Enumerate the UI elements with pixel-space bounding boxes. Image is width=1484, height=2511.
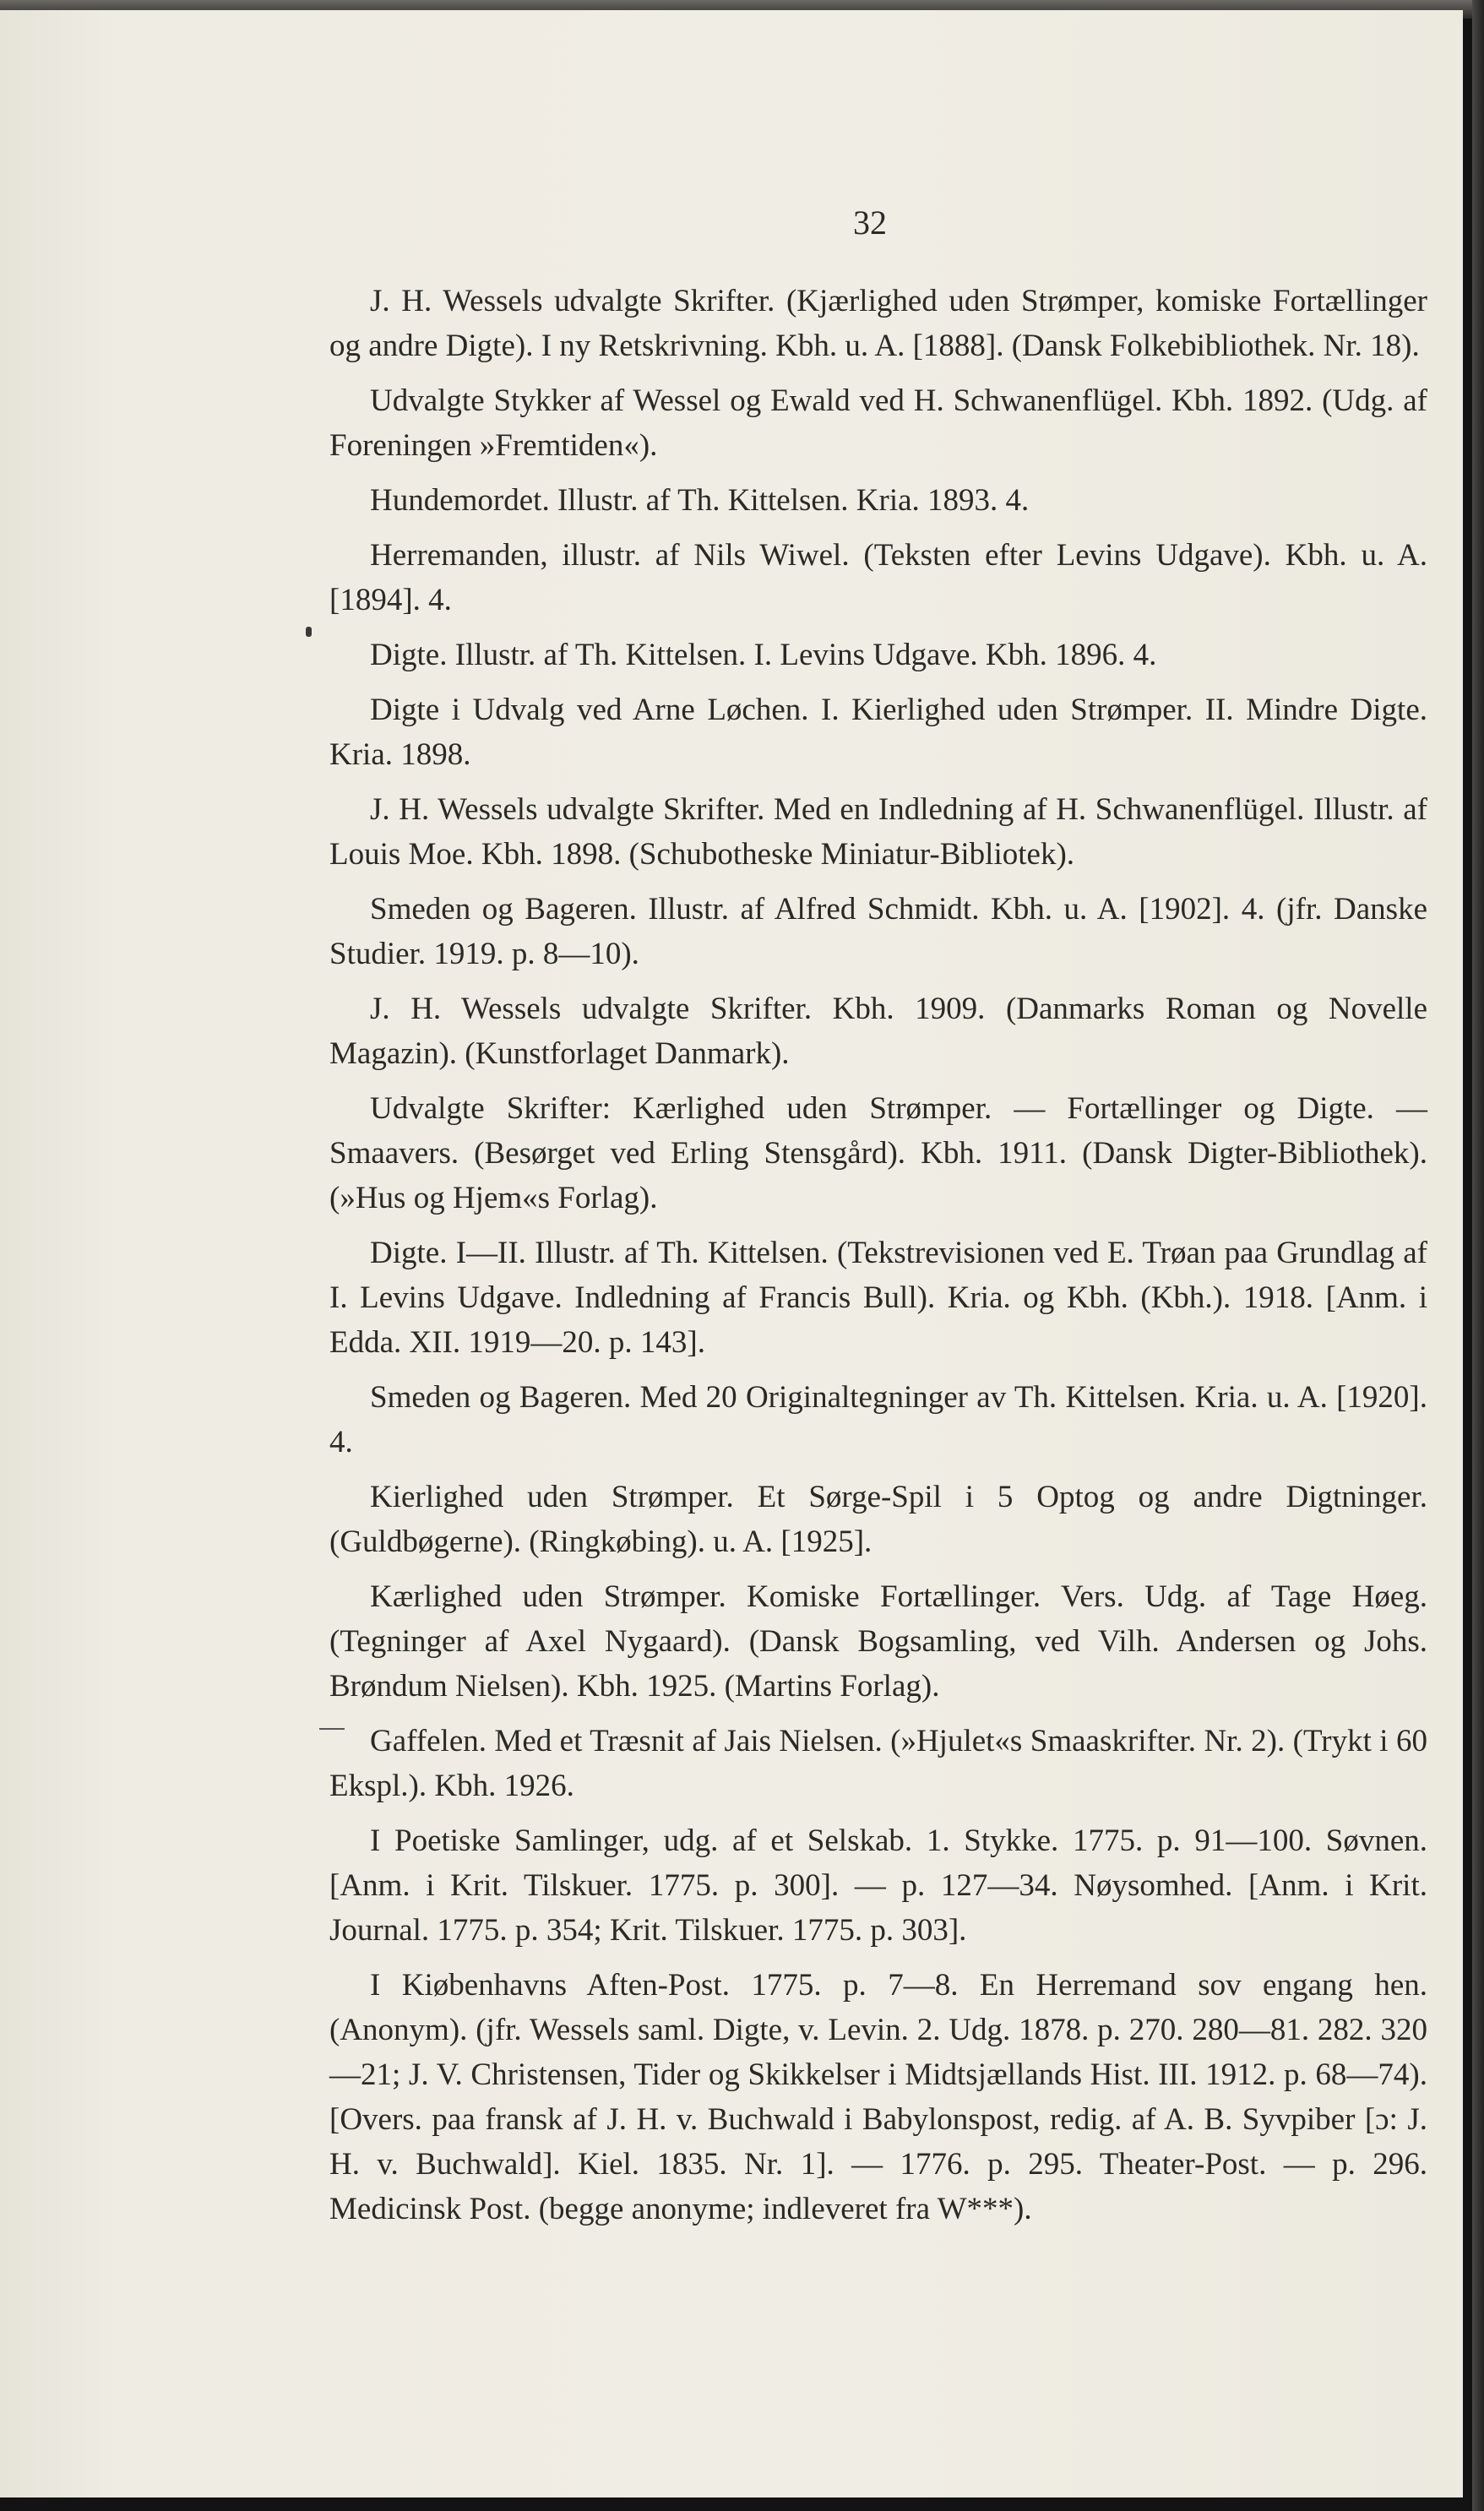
bibliography-entries <box>329 279 1427 2242</box>
bibliography-entry: I Poetiske Samlinger, udg. af et Selskab. 1. Stykke. 1775. p. 91—100. Søvnen. [Anm. i Krit. Tilskuer. 1775. p. 300]. — p. 127—34. Nøysomhed. [Anm. i Krit. Journal. 1775. p. 354; Krit. Tilskuer. 1775. p. 303]. <box>329 1823 1427 1948</box>
bibliography-entry: Udvalgte Stykker af Wessel og Ewald ved H. Schwanenflügel. Kbh. 1892. (Udg. af Foreningen »Fremtiden«). <box>329 383 1427 463</box>
bibliography-entry: Gaffelen. Med et Træsnit af Jais Nielsen. (»Hjulet«s Smaaskrifter. Nr. 2). (Trykt i 60 Ekspl.). Kbh. 1926. <box>329 1724 1427 1803</box>
bibliography-entry: Herremanden, illustr. af Nils Wiwel. (Teksten efter Levins Udgave). Kbh. u. A. [1894]. 4. <box>329 538 1427 617</box>
bibliography-entry: Hundemordet. Illustr. af Th. Kittelsen. Kria. 1893. 4. <box>370 483 1030 518</box>
bibliography-entry: Smeden og Bageren. Med 20 Originaltegninger av Th. Kittelsen. Kria. u. A. [1920]. 4. <box>329 1380 1427 1459</box>
bibliography-entry: J. H. Wessels udvalgte Skrifter. (Kjærlighed uden Strømper, komiske Fortællinger og andre Digte). I ny Retskrivning. Kbh. u. A. [1888]. (Dansk Folkebibliothek. Nr. 18). <box>329 284 1427 363</box>
bibliography-entry: Digte i Udvalg ved Arne Løchen. I. Kierlighed uden Strømper. II. Mindre Digte. Kria. 1898. <box>329 693 1427 772</box>
bibliography-entry: Smeden og Bageren. Illustr. af Alfred Schmidt. Kbh. u. A. [1902]. 4. (jfr. Danske Studier. 1919. p. 8—10). <box>329 892 1427 971</box>
bibliography-entry: Digte. Illustr. af Th. Kittelsen. I. Levins Udgave. Kbh. 1896. 4. <box>370 638 1157 672</box>
bibliography-entry: Kærlighed uden Strømper. Komiske Fortællinger. Vers. Udg. af Tage Høeg. (Tegninger af Axel Nygaard). (Dansk Bogsamling, ved Vilh. Andersen og Johs. Brøndum Nielsen). Kbh. 1925. (Martins Forlag). <box>329 1579 1427 1704</box>
bibliography-entry: Udvalgte Skrifter: Kærlighed uden Strømper. — Fortællinger og Digte. — Smaavers. (Besørget ved Erling Stensgård). Kbh. 1911. (Dansk Digter-Bibliothek). (»Hus og Hjem«s Forlag). <box>329 1091 1427 1215</box>
bibliography-entry: Kierlighed uden Strømper. Et Sørge-Spil i 5 Optog og andre Digtninger. (Guldbøgerne). (Ringkøbing). u. A. [1925]. <box>329 1480 1427 1559</box>
bibliography-entry: J. H. Wessels udvalgte Skrifter. Kbh. 1909. (Danmarks Roman og Novelle Magazin). (Kunstforlaget Danmark). <box>329 992 1427 1071</box>
bibliography-entry: Digte. I—II. Illustr. af Th. Kittelsen. (Tekstrevisionen ved E. Trøan paa Grundlag af I. Levins Udgave. Indledning af Francis Bull). Kria. og Kbh. (Kbh.). 1918. [Anm. i Edda. XII. 1919—20. p. 143]. <box>329 1236 1427 1360</box>
bibliography-entry: I Kiøbenhavns Aften-Post. 1775. p. 7—8. En Herremand sov engang hen. (Anonym). (jfr. Wessels saml. Digte, v. Levin. 2. Udg. 1878. p. 270. 280—81. 282. 320—21; J. V. Christensen, Tider og Skikkelser i Midtsjællands Hist. III. 1912. p. 68—74). [Overs. paa fransk af J. H. v. Buchwald i Babylonspost, redig. af A. B. Syvpiber [ɔ: J. H. v. Buchwald]. Kiel. 1835. Nr. 1]. — 1776. p. 295. Theater-Post. — p. 296. Medicinsk Post. (begge anonyme; indleveret fra W***). <box>329 1968 1427 2226</box>
margin-mark <box>306 627 312 637</box>
page-number: 32 <box>853 204 887 242</box>
bibliography-entry: J. H. Wessels udvalgte Skrifter. Med en Indledning af H. Schwanenflügel. Illustr. af Louis Moe. Kbh. 1898. (Schubotheske Miniatur-Bibliotek). <box>329 792 1427 872</box>
scan-right-edge <box>1472 0 1484 2511</box>
